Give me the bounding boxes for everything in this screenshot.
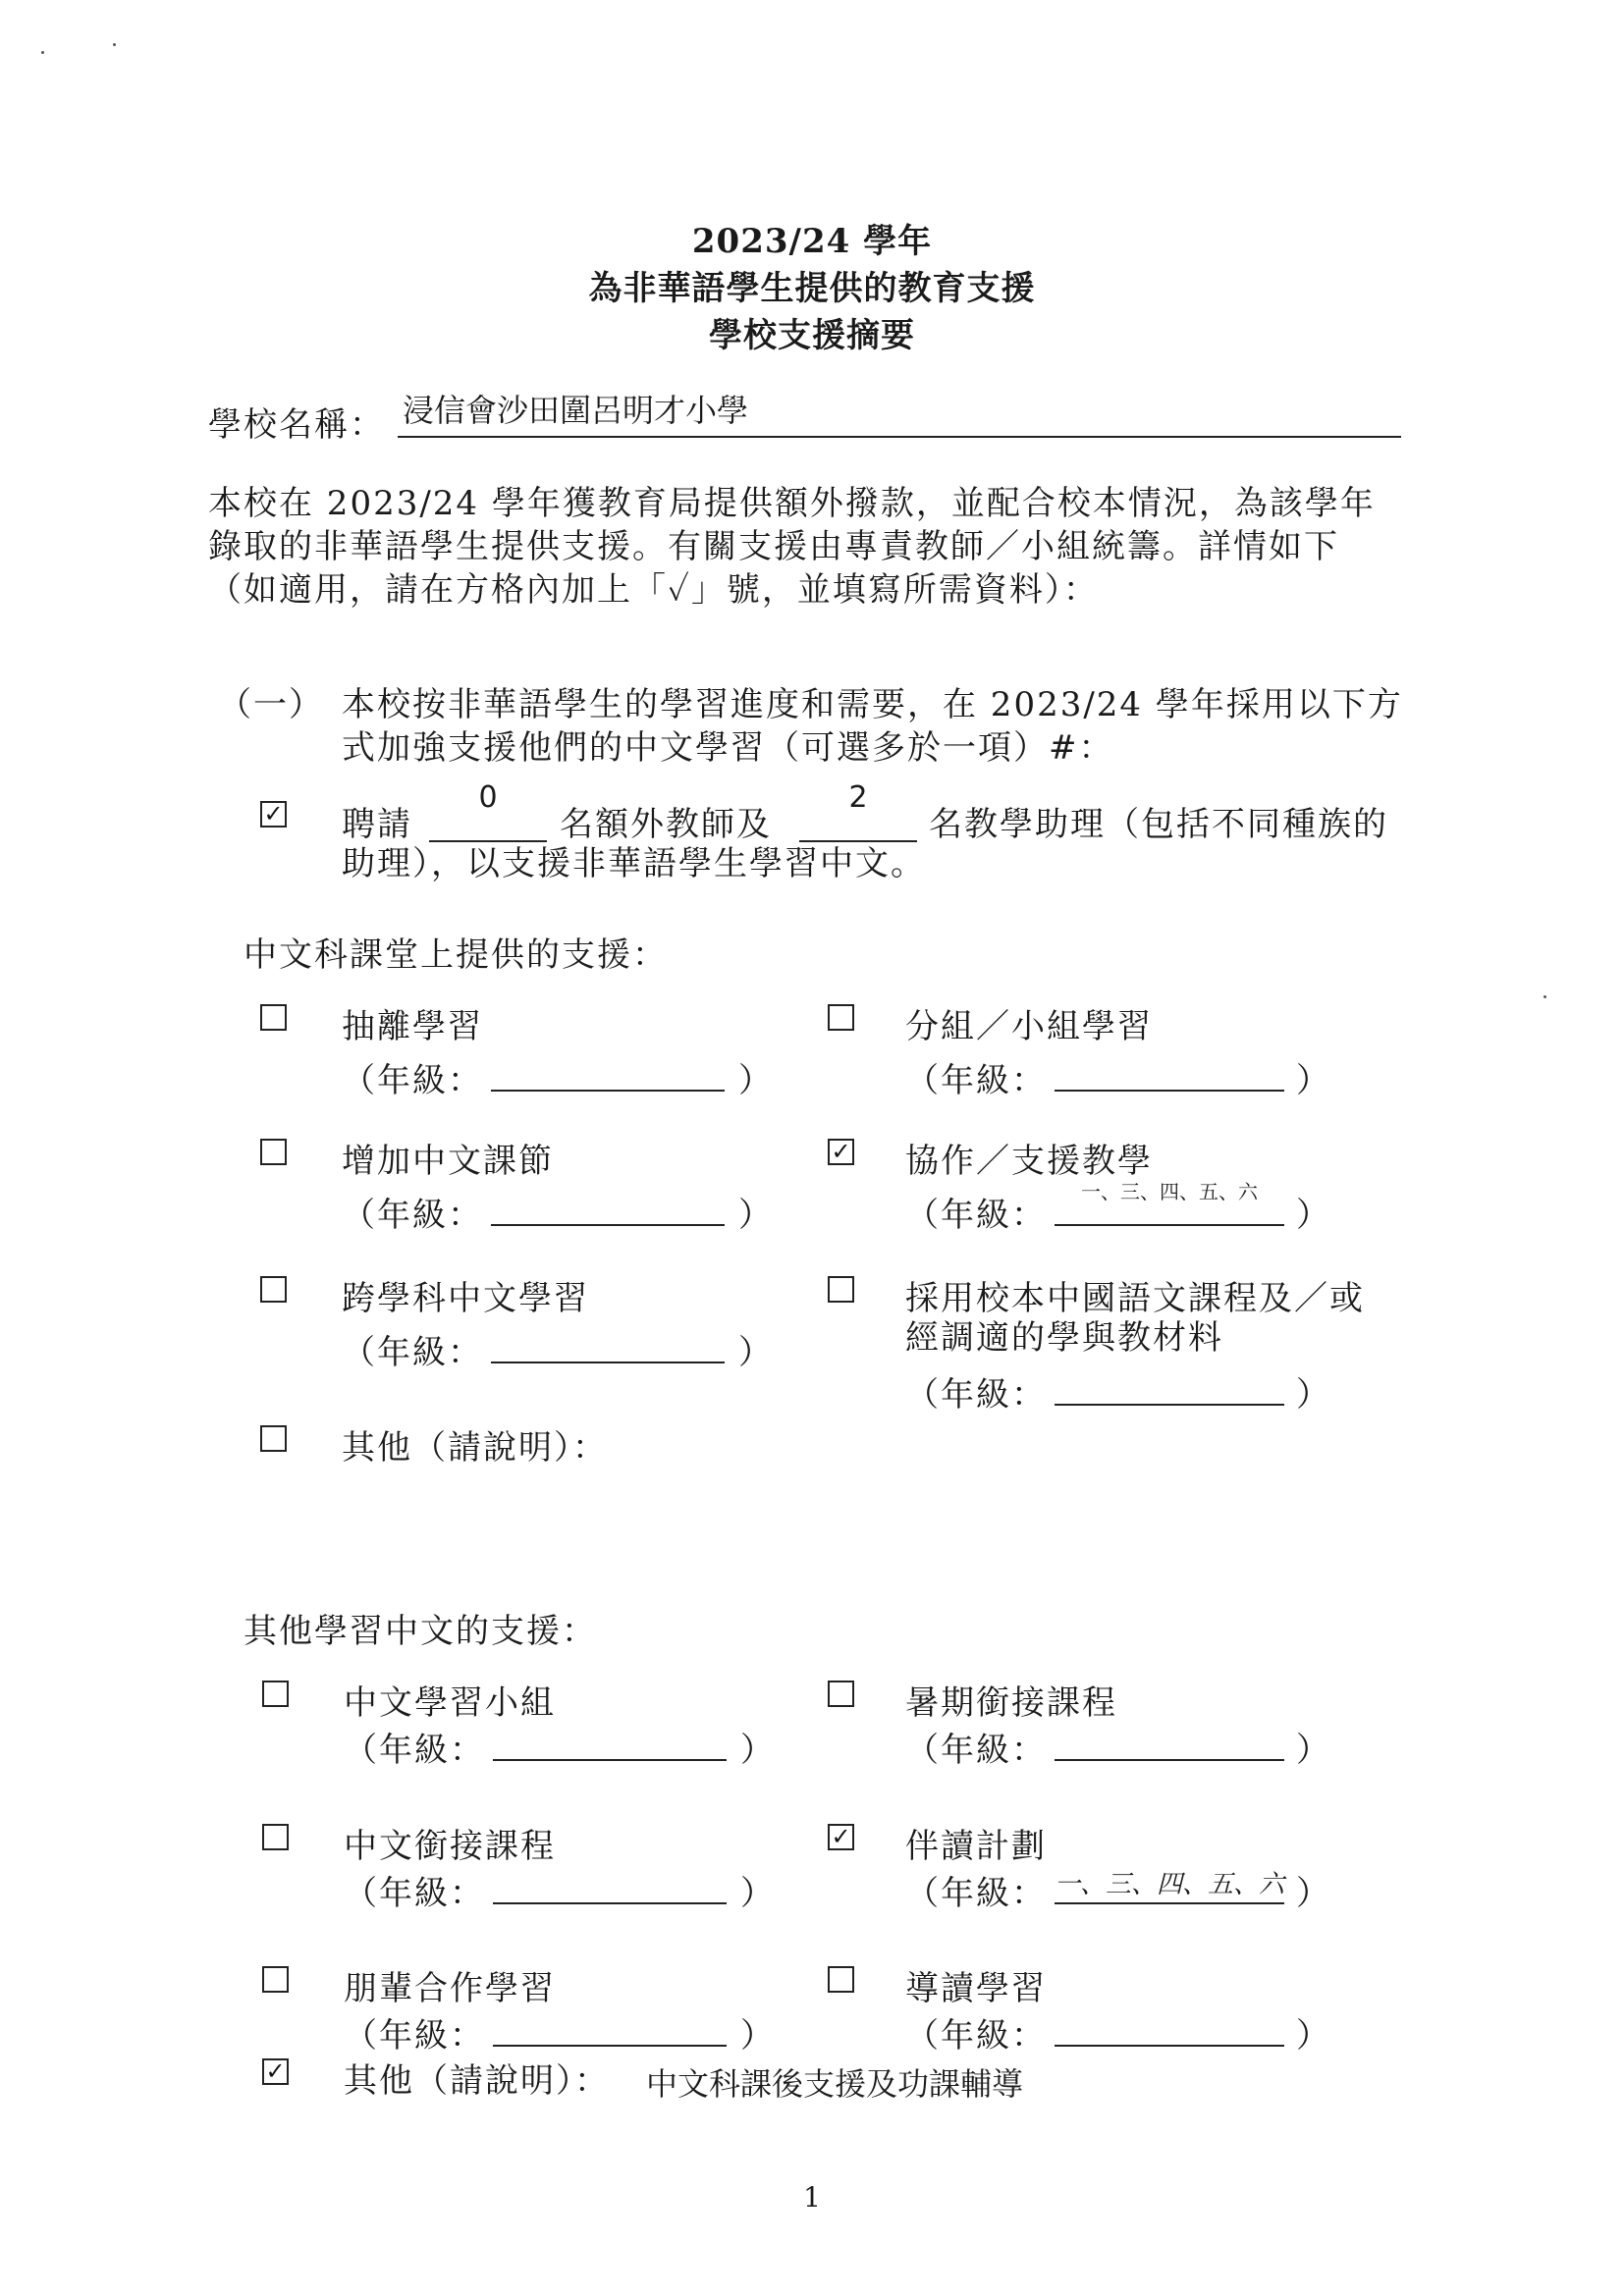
classroom-support-heading: 中文科課堂上提供的支援： <box>244 935 668 975</box>
other-support-others-checkbox[interactable]: ✓ <box>262 2058 289 2085</box>
reading-partner-grades-value[interactable]: 一、三、四、五、六 <box>1055 1870 1285 1899</box>
document-title: 為非華語學生提供的教育支援 <box>588 269 1036 308</box>
co-teaching-checkbox[interactable]: ✓ <box>828 1139 854 1165</box>
peer-learning-checkbox[interactable] <box>262 1966 289 1993</box>
group-learning-label: 分組／小組學習 <box>905 1007 1153 1046</box>
co-teaching-label: 協作／支援教學 <box>905 1142 1153 1181</box>
grade-open-label: （年級： <box>344 2016 485 2056</box>
peer-learning-label: 朋輩合作學習 <box>344 1969 556 2008</box>
classroom-others-checkbox[interactable] <box>260 1425 287 1452</box>
grade-close-label: ） <box>1296 1731 1331 1770</box>
school-curriculum-checkbox[interactable] <box>828 1276 854 1303</box>
study-group-checkbox[interactable] <box>262 1681 289 1707</box>
hire-line-2: 助理），以支援非華語學生學習中文。 <box>342 844 926 883</box>
school-name-label: 學校名稱： <box>208 405 385 445</box>
guided-reading-grade-field[interactable] <box>1055 2045 1284 2047</box>
grade-open-label: （年級： <box>905 1061 1047 1100</box>
reading-partner-grade-field <box>1055 1902 1284 1904</box>
intro-line-2: 錄取的非華語學生提供支援。有關支援由專責教師／小組統籌。詳情如下 <box>208 527 1339 566</box>
summer-bridging-checkbox[interactable] <box>828 1681 854 1707</box>
group-grade-field[interactable] <box>1055 1090 1284 1092</box>
bridging-course-grade-field[interactable] <box>493 1902 727 1904</box>
pullout-learning-checkbox[interactable] <box>260 1004 287 1031</box>
section-intro-line-2: 式加強支援他們的中文學習（可選多於一項）#： <box>342 728 1114 768</box>
grade-open-label: （年級： <box>344 1874 485 1913</box>
guided-reading-checkbox[interactable] <box>828 1966 854 1993</box>
assistants-count-value[interactable]: 2 <box>848 780 868 815</box>
grade-close-label: ） <box>1296 2016 1331 2056</box>
scan-speck <box>1543 995 1546 998</box>
extra-lessons-checkbox[interactable] <box>260 1139 287 1165</box>
teachers-count-value[interactable]: 0 <box>478 780 498 815</box>
grade-open-label: （年級： <box>342 1061 483 1100</box>
grade-open-label: （年級： <box>905 1874 1047 1913</box>
study-group-label: 中文學習小組 <box>344 1683 556 1723</box>
group-learning-checkbox[interactable] <box>828 1004 854 1031</box>
grade-open-label: （年級： <box>342 1196 483 1235</box>
grade-open-label: （年級： <box>905 2016 1047 2056</box>
pullout-grade-field[interactable] <box>491 1090 725 1092</box>
cross-subject-checkbox[interactable] <box>260 1276 287 1303</box>
school-curriculum-label-2: 經調適的學與教材料 <box>905 1318 1223 1358</box>
hire-staff-checkbox[interactable]: ✓ <box>260 801 287 828</box>
hire-suffix: 名教學助理（包括不同種族的 <box>929 805 1388 844</box>
other-support-others-label: 其他（請說明）： <box>344 2061 610 2101</box>
bridging-course-checkbox[interactable] <box>262 1824 289 1850</box>
cross-subject-label: 跨學科中文學習 <box>342 1279 589 1318</box>
page-number: 1 <box>803 2181 821 2214</box>
extra-lessons-grade-field[interactable] <box>491 1224 725 1226</box>
grade-close-label: ） <box>1296 1375 1331 1415</box>
grade-open-label: （年級： <box>344 1731 485 1770</box>
section-intro-line-1: 本校按非華語學生的學習進度和需要，在 2023/24 學年採用以下方 <box>342 685 1403 724</box>
school-name-value: 浸信會沙田圍呂明才小學 <box>403 392 749 429</box>
other-support-heading: 其他學習中文的支援： <box>244 1612 597 1651</box>
grade-close-label: ） <box>740 1874 776 1913</box>
grade-close-label: ） <box>738 1196 774 1235</box>
grade-open-label: （年級： <box>905 1375 1047 1415</box>
intro-line-3: （如適用，請在方格內加上「✓」號，並填寫所需資料）： <box>208 570 1099 610</box>
intro-line-1: 本校在 2023/24 學年獲教育局提供額外撥款，並配合校本情況，為該學年 <box>208 484 1376 523</box>
school-curriculum-grade-field[interactable] <box>1055 1404 1284 1406</box>
grade-close-label: ） <box>1296 1196 1331 1235</box>
grade-close-label: ） <box>738 1061 774 1100</box>
co-teaching-grade-field <box>1055 1224 1284 1226</box>
classroom-others-label: 其他（請說明）： <box>342 1428 608 1468</box>
grade-open-label: （年級： <box>905 1731 1047 1770</box>
document-subtitle: 學校支援摘要 <box>709 316 915 355</box>
school-curriculum-label-1: 採用校本中國語文課程及／或 <box>905 1279 1365 1318</box>
bridging-course-label: 中文銜接課程 <box>344 1827 556 1866</box>
grade-open-label: （年級： <box>342 1333 483 1372</box>
school-name-underline <box>398 436 1401 438</box>
grade-close-label: ） <box>740 2016 776 2056</box>
summer-bridging-grade-field[interactable] <box>1055 1759 1284 1761</box>
grade-close-label: ） <box>740 1731 776 1770</box>
scan-speck <box>41 51 44 54</box>
grade-open-label: （年級： <box>905 1196 1047 1235</box>
grade-close-label: ） <box>1296 1874 1331 1913</box>
extra-lessons-label: 增加中文課節 <box>342 1142 554 1181</box>
reading-partner-label: 伴讀計劃 <box>905 1827 1047 1866</box>
scan-speck <box>113 43 116 46</box>
cross-subject-grade-field[interactable] <box>491 1362 725 1363</box>
hire-middle: 名額外教師及 <box>560 805 772 844</box>
grade-close-label: ） <box>1296 1061 1331 1100</box>
document-year-title: 2023/24 學年 <box>691 222 933 261</box>
co-teaching-grades-value[interactable]: 一、三、四、五、六 <box>1081 1180 1258 1203</box>
section-marker: （一） <box>218 685 324 724</box>
study-group-grade-field[interactable] <box>493 1759 727 1761</box>
peer-learning-grade-field[interactable] <box>493 2045 727 2047</box>
pullout-learning-label: 抽離學習 <box>342 1007 483 1046</box>
grade-close-label: ） <box>738 1333 774 1372</box>
other-support-others-value[interactable]: 中文科課後支援及功課輔導 <box>646 2065 1024 2103</box>
reading-partner-checkbox[interactable]: ✓ <box>828 1824 854 1850</box>
guided-reading-label: 導讀學習 <box>905 1969 1047 2008</box>
hire-prefix: 聘請 <box>342 805 412 844</box>
summer-bridging-label: 暑期銜接課程 <box>905 1683 1117 1723</box>
